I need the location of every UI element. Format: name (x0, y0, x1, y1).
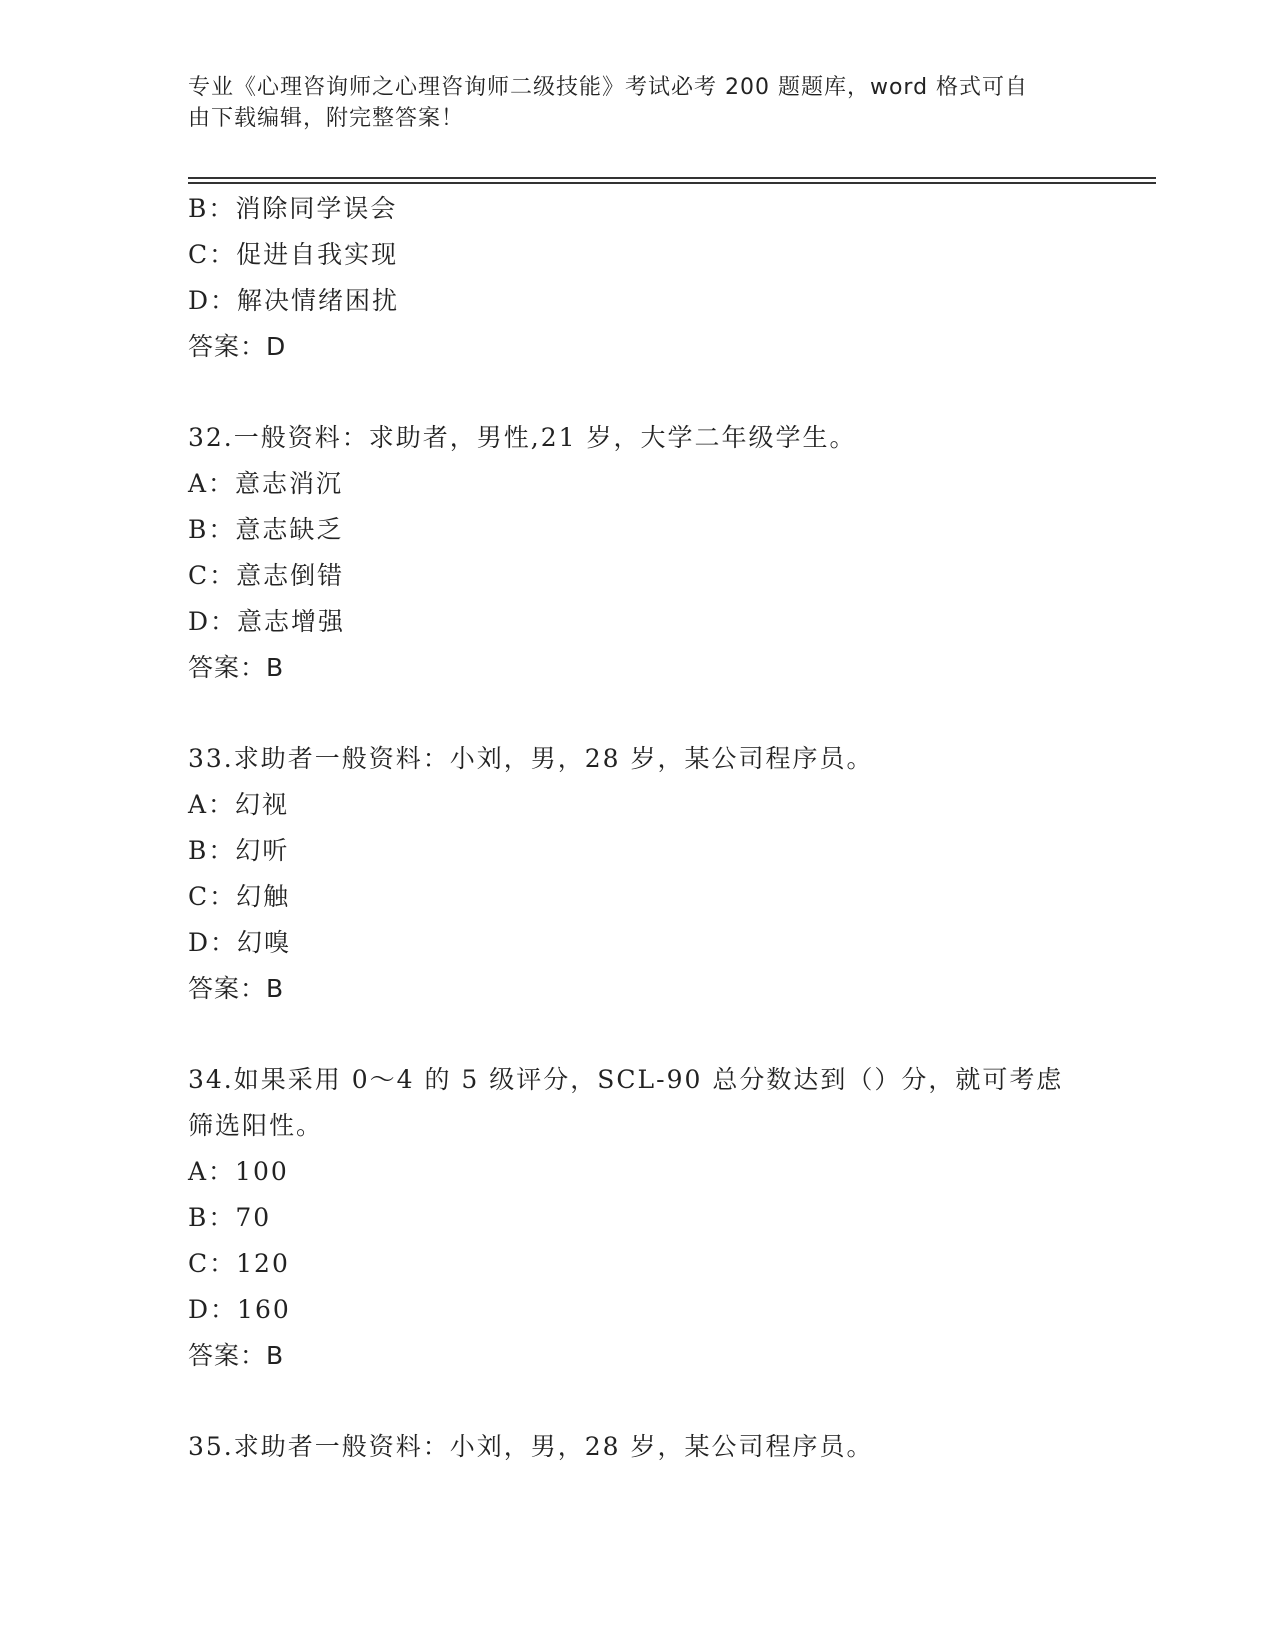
spacer (188, 1379, 1068, 1424)
question-text-line-2: 筛选阳性。 (188, 1111, 324, 1140)
question-block-32 (188, 415, 1068, 691)
option-d: D：160 (188, 1295, 291, 1324)
question-text-line-1: 34.如果采用 0～4 的 5 级评分，SCL-90 总分数达到（）分，就可考虑 (188, 1065, 1064, 1094)
question-list (188, 186, 1068, 1470)
option-a: A：幻视 (188, 790, 290, 819)
question-block-35 (188, 1424, 1068, 1470)
question-block-34 (188, 1057, 1068, 1379)
question-text: 32.一般资料：求助者，男性,21 岁，大学二年级学生。 (188, 423, 857, 452)
spacer (188, 1012, 1068, 1057)
document-header (188, 72, 1068, 134)
option-d: D：解决情绪困扰 (188, 286, 400, 315)
header-divider-top (188, 177, 1156, 179)
header-divider-bottom (188, 182, 1156, 184)
option-c: C：促进自我实现 (188, 240, 399, 269)
option-b: B：70 (188, 1203, 272, 1232)
option-c: C：意志倒错 (188, 561, 345, 590)
option-c: C：幻触 (188, 882, 291, 911)
question-block-33 (188, 736, 1068, 1012)
question-block-31 (188, 186, 1068, 370)
answer-line: 答案：D (188, 332, 287, 361)
option-b: B：消除同学误会 (188, 194, 398, 223)
answer-line: 答案：B (188, 653, 285, 682)
header-line-2: 由下载编辑，附完整答案！ (188, 106, 465, 131)
option-d: D：意志增强 (188, 607, 346, 636)
answer-line: 答案：B (188, 974, 285, 1003)
option-c: C：120 (188, 1249, 290, 1278)
question-text: 35.求助者一般资料：小刘，男，28 岁，某公司程序员。 (188, 1432, 874, 1461)
spacer (188, 691, 1068, 736)
option-d: D：幻嗅 (188, 928, 292, 957)
question-text: 33.求助者一般资料：小刘，男，28 岁，某公司程序员。 (188, 744, 874, 773)
answer-line: 答案：B (188, 1341, 285, 1370)
option-b: B：意志缺乏 (188, 515, 344, 544)
option-a: A：100 (188, 1157, 289, 1186)
header-line-1: 专业《心理咨询师之心理咨询师二级技能》考试必考 200 题题库，word 格式可自 (188, 75, 1029, 100)
spacer (188, 370, 1068, 415)
option-a: A：意志消沉 (188, 469, 344, 498)
option-b: B：幻听 (188, 836, 290, 865)
